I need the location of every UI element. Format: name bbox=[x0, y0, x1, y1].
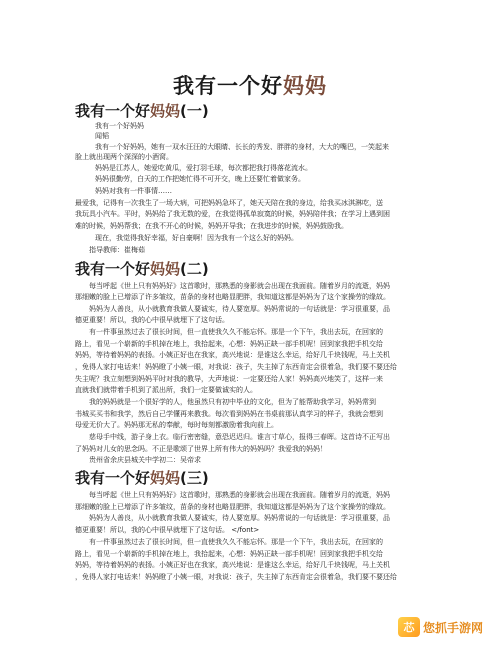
section-heading-2-highlight: 妈妈 bbox=[150, 260, 181, 278]
s2-line: 妈妈为人善良，从小就教育我做人要诚实，待人要宽厚。妈妈常说的一句话就是：学习很重要，品 bbox=[89, 305, 390, 313]
watermark-text: 您抓手游网 bbox=[423, 620, 484, 635]
s3-line: 德更重要！所以，我的心中很早就埋下了这句话。 </font> bbox=[75, 526, 260, 534]
section-heading-1-highlight: 妈妈 bbox=[150, 102, 181, 120]
s1-line-essay-title: 我有一个好妈妈 bbox=[95, 122, 144, 130]
s3-line: ，免得人家打电话来！妈妈瞪了小姨一眼，对我说：孩子，失主掉了东西肯定会很着急，我们要不要还给 bbox=[75, 573, 397, 581]
watermark-logo: 芯 bbox=[398, 617, 420, 637]
s2-line: 慈母手中线，游子身上衣。临行密密缝，意恐迟迟归。谁言寸草心，报得三春晖。这首诗不正写出 bbox=[89, 433, 390, 441]
s2-line: 每当呼起《世上只有妈妈好》这首歌时，那熟悉的身影就会出现在我面前。随着岁月的流逝，妈妈 bbox=[89, 282, 390, 290]
s1-line: 现在，我觉得我好幸福，好自豪啊！因为我有一个这么好的妈妈。 bbox=[95, 234, 298, 242]
s2-line: 书城买买书和我学，然后自己学懂再来教我。每次看到妈妈在书桌前那认真学习的样子，我就会想到 bbox=[75, 410, 383, 418]
s1-line: 脸上就出现两个深深的小酒窝。 bbox=[75, 153, 173, 161]
s1-line-teacher: 指导教师：崔梅茹 bbox=[89, 246, 145, 254]
s3-line: 有一件事虽然过去了很长时间，但一直使我久久不能忘怀。那是一个下午，我出去玩，在回家的 bbox=[89, 538, 383, 546]
s2-line-author: 贵州省余庆县城关中学初二：吴帝求 bbox=[89, 456, 201, 464]
s1-line: 我有一个好妈妈，她有一双水汪汪的大眼睛、长长的秀发、胖胖的身材，大大的嘴巴，一笑起来 bbox=[95, 143, 389, 151]
section-heading-1-prefix: 我有一个好 bbox=[75, 102, 151, 120]
section-heading-1 bbox=[75, 100, 209, 121]
site-watermark bbox=[398, 615, 490, 639]
s1-line-author: 闻韬 bbox=[95, 132, 109, 140]
s3-line: 妈妈，等待着妈妈的表扬。小姨正好也在我家，高兴地说：是谁这么幸运，给好几千块钱呢，马上关机 bbox=[75, 561, 390, 569]
s1-line: 妈妈很勤劳，白天的工作把她忙得不可开交，晚上还要忙着做家务。 bbox=[95, 175, 305, 183]
section-heading-2-prefix: 我有一个好 bbox=[75, 260, 151, 278]
s2-line: 路上，看见一个崭新的手机掉在地上，我拾起来，心想：妈妈正缺一部手机呢！回到家我把手机交给 bbox=[75, 340, 383, 348]
section-heading-3-suffix: (三) bbox=[180, 469, 209, 487]
section-heading-3 bbox=[75, 467, 209, 488]
section-heading-1-suffix: (一) bbox=[180, 102, 209, 120]
page-title-prefix: 我有一个好 bbox=[173, 74, 283, 98]
s2-line: 失主呢？我立刻想到妈妈平时对我的教导，大声地说：一定要还给人家！妈妈高兴地笑了，这样一来 bbox=[75, 375, 383, 383]
s2-line: 我的妈妈就是一个很好学的人，他虽然只有初中毕业的文化，但为了能帮助我学习，妈妈常到 bbox=[89, 398, 376, 406]
s1-line: 最爱我，记得有一次我生了一场大病，可把妈妈急坏了，她天天陪在我的身边，给我买冰淇淋吃，送 bbox=[75, 199, 383, 207]
page-title bbox=[0, 70, 500, 100]
s2-line: 直就我们就带着手机到了派出所，我们一定要做诚实的人。 bbox=[75, 386, 257, 394]
section-heading-3-highlight: 妈妈 bbox=[150, 469, 181, 487]
s2-line: 了妈妈对儿女的思念吗。不正是歌颂了世界上所有伟大的妈妈吗？我爱我的妈妈！ bbox=[75, 445, 327, 453]
s2-line: 母爱无价大了。妈妈那无私的奉献，每时每刻都激励着我向前上。 bbox=[75, 421, 278, 429]
s3-line: 那细嫩的脸上已增添了许多皱纹，苗条的身材也略显肥胖，我知道这都是妈妈为了这个家操劳的缘故。 bbox=[75, 503, 390, 511]
s2-line: 妈妈，等待着妈妈的表扬。小姨正好也在我家，高兴地说：是谁这么幸运，给好几千块钱呢，马上关机 bbox=[75, 351, 390, 359]
s2-line: 德更重要！所以，我的心中很早就埋下了这句话。 bbox=[75, 316, 229, 324]
section-heading-2-suffix: (二) bbox=[180, 260, 209, 278]
s1-line: 妈妈是江苏人，她爱吃黄瓜，爱打羽毛球，每次都把我打得落花流水。 bbox=[95, 164, 312, 172]
s3-line: 妈妈为人善良，从小就教育我做人要诚实，待人要宽厚。妈妈常说的一句话就是：学习很重要，品 bbox=[89, 514, 390, 522]
s1-line: 难的时候，妈妈帮我；在我不开心的时候，妈妈开导我；在我进步的时候，妈妈鼓励我。 bbox=[75, 222, 348, 230]
s3-line: 每当呼起《世上只有妈妈好》这首歌时，那熟悉的身影就会出现在我面前。随着岁月的流逝，妈妈 bbox=[89, 491, 390, 499]
s1-line: 我玩具小汽车。平时，妈妈给了我无数的爱，在我觉得孤单寂寞的时候，妈妈陪伴我；在学习上遇到困 bbox=[75, 210, 390, 218]
page-title-highlight: 妈妈 bbox=[283, 74, 327, 98]
s1-line: 妈妈对我有一件事情…… bbox=[95, 187, 172, 195]
section-heading-2 bbox=[75, 258, 209, 279]
s3-line: 路上，看见一个崭新的手机掉在地上，我拾起来，心想：妈妈正缺一部手机呢！回到家我把手机交给 bbox=[75, 550, 383, 558]
section-heading-3-prefix: 我有一个好 bbox=[75, 469, 151, 487]
s2-line: 有一件事虽然过去了很长时间，但一直使我久久不能忘怀。那是一个下午，我出去玩，在回家的 bbox=[89, 328, 383, 336]
s2-line: ，免得人家打电话来！妈妈瞪了小姨一眼，对我说：孩子，失主掉了东西肯定会很着急，我们要不要还给 bbox=[75, 363, 397, 371]
s2-line: 那细嫩的脸上已增添了许多皱纹，苗条的身材也略显肥胖，我知道这都是妈妈为了这个家操劳的缘故。 bbox=[75, 293, 390, 301]
